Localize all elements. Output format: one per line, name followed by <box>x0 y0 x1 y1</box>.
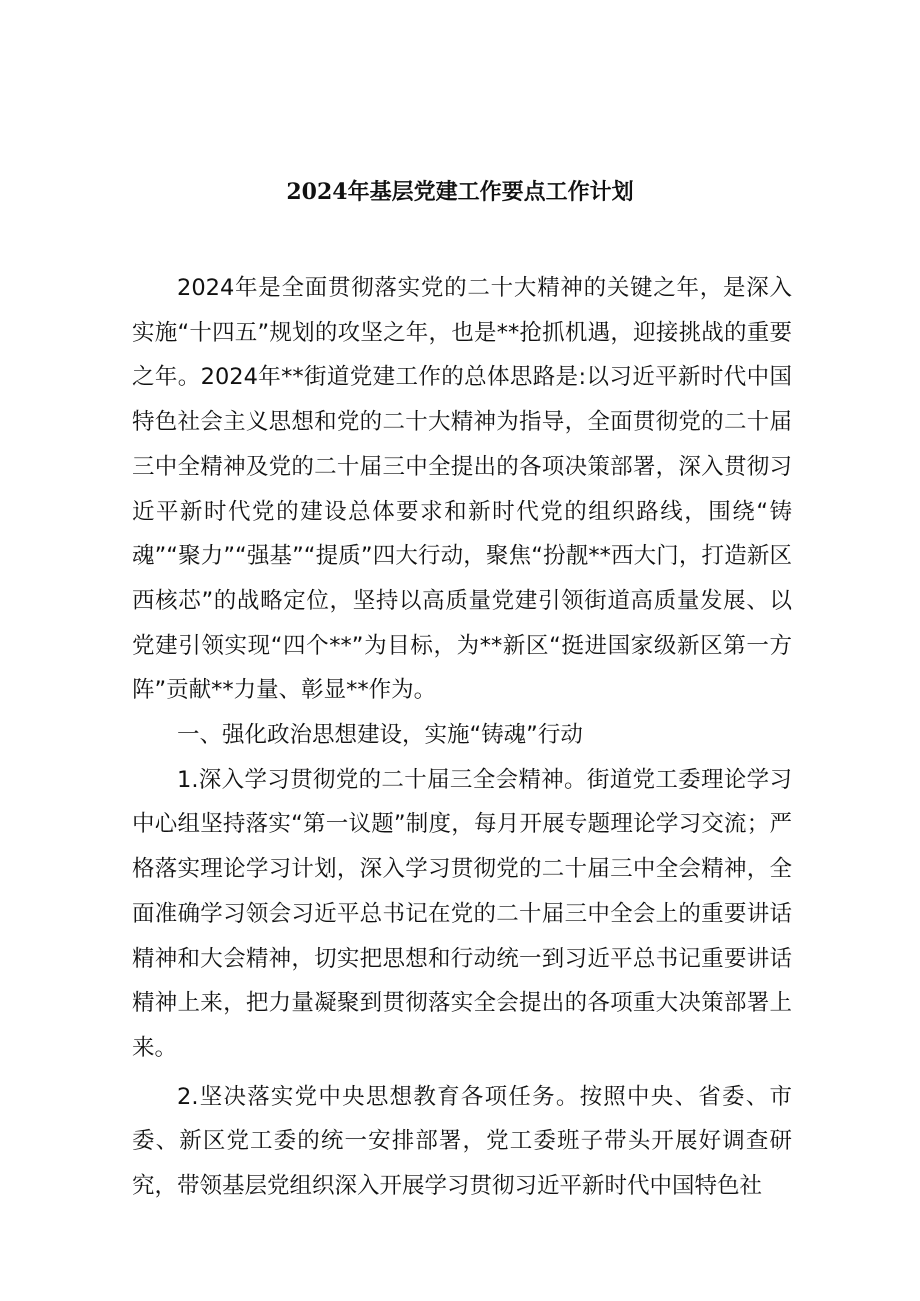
intro-paragraph: 2024年是全面贯彻落实党的二十大精神的关键之年，是深入实施“十四五”规划的攻坚之年，也是**抢抓机遇，迎接挑战的重要之年。2024年**街道党建工作的总体思路是:以习近平新时代中国特色社会主义思想和党的二十大精神为指导，全面贯彻党的二十届三中全精神及党的二十届三中全提出的各项决策部署，深入贯彻习近平新时代党的建设总体要求和新时代党的组织路线，围绕“铸魂”“聚力”“强基”“提质”四大行动，聚焦“扮靓**西大门，打造新区西核芯”的战略定位，坚持以高质量党建引领街道高质量发展、以党建引领实现“四个**”为目标，为**新区“挺进国家级新区第一方阵”贡献**力量、彰显**作为。 <box>132 275 792 704</box>
section-heading-1: 一、强化政治思想建设，实施“铸魂”行动 <box>177 722 583 749</box>
document-title: 2024年基层党建工作要点工作计划 <box>286 179 634 205</box>
document-body <box>132 266 792 1209</box>
list-item-1: 1.深入学习贯彻党的二十届三全会精神。街道党工委理论学习中心组坚持落实“第一议题”制度，每月开展专题理论学习交流；严格落实理论学习计划，深入学习贯彻党的二十届三中全会精神，全面准确学习领会习近平总书记在党的二十届三中全会上的重要讲话精神和大会精神，切实把思想和行动统一到习近平总书记重要讲话精神上来，把力量凝聚到贯彻落实全会提出的各项重大决策部署上来。 <box>132 766 792 1061</box>
list-item-2: 2.坚决落实党中央思想教育各项任务。按照中央、省委、市委、新区党工委的统一安排部署，党工委班子带头开展好调查研究，带领基层党组织深入开展学习贯彻习近平新时代中国特色社 <box>132 1083 792 1200</box>
